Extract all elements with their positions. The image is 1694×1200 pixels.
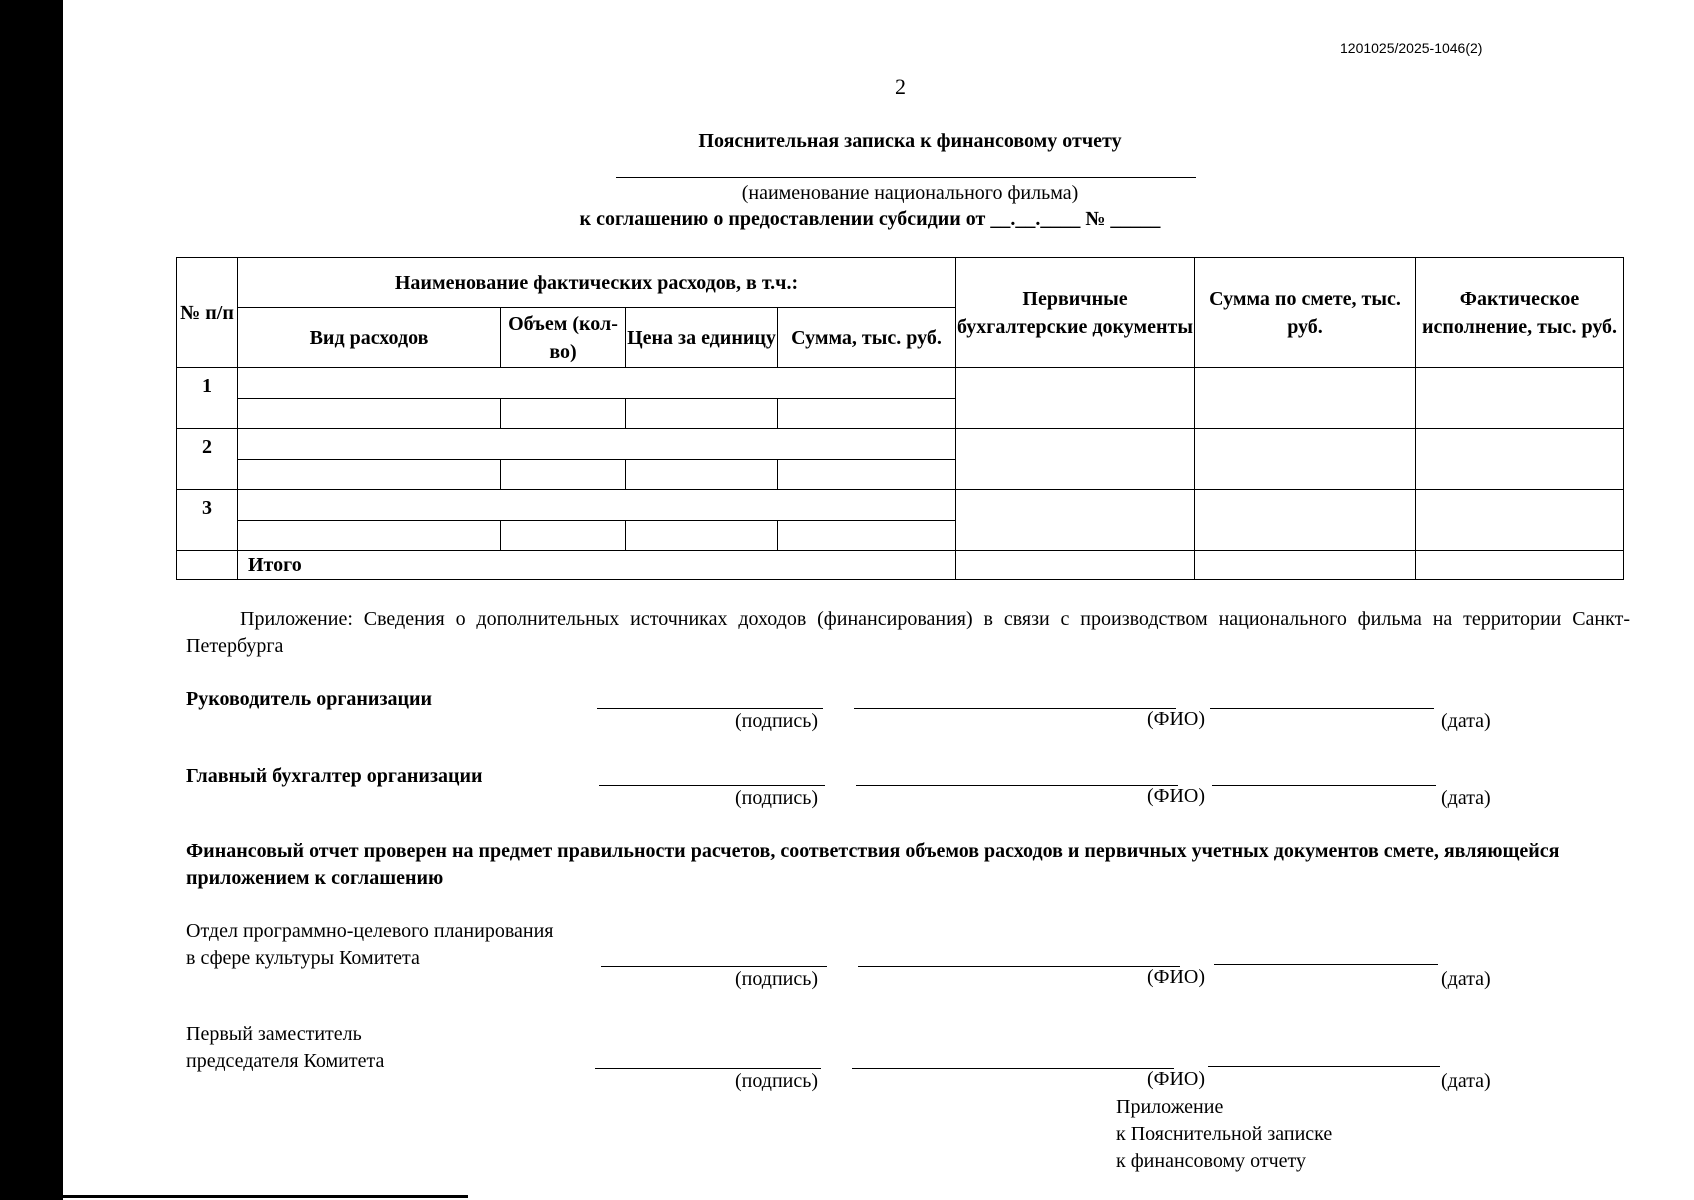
expense-type-cell[interactable] <box>238 399 501 429</box>
sum-cell[interactable] <box>778 521 956 551</box>
head-signature-line[interactable] <box>597 708 823 709</box>
total-label: Итого <box>238 551 956 580</box>
expenses-table <box>176 257 1624 580</box>
head-fio-caption: (ФИО) <box>1147 708 1206 730</box>
department-date-caption: (дата) <box>1441 968 1491 990</box>
accountant-fio-caption: (ФИО) <box>1147 785 1206 807</box>
expense-name-cell[interactable] <box>238 429 956 460</box>
primary-docs-cell[interactable] <box>956 490 1195 551</box>
department-signature-line[interactable] <box>601 966 827 967</box>
total-docs-cell[interactable] <box>956 551 1195 580</box>
volume-cell[interactable] <box>501 399 626 429</box>
primary-docs-cell[interactable] <box>956 368 1195 429</box>
accountant-label: Главный бухгалтер организации <box>186 765 483 787</box>
volume-cell[interactable] <box>501 460 626 490</box>
unit-price-cell[interactable] <box>626 521 778 551</box>
header-sum: Сумма, тыс. руб. <box>778 308 956 368</box>
total-estimate-cell[interactable] <box>1195 551 1416 580</box>
document-title: Пояснительная записка к финансовому отчету <box>698 130 1122 152</box>
appendix-note-line3: к финансовому отчету <box>1116 1150 1307 1172</box>
header-row-number: № п/п <box>177 258 238 368</box>
appendix-note <box>1116 1094 1332 1175</box>
unit-price-cell[interactable] <box>626 399 778 429</box>
header-volume: Объем (кол-во) <box>501 308 626 368</box>
header-unit-price: Цена за единицу <box>626 308 778 368</box>
actual-execution-cell[interactable] <box>1416 490 1624 551</box>
row-number: 3 <box>177 490 238 551</box>
sum-cell[interactable] <box>778 399 956 429</box>
row-number: 1 <box>177 368 238 429</box>
deputy-fio-caption: (ФИО) <box>1147 1068 1206 1090</box>
deputy-label-line2: председателя Комитета <box>186 1050 385 1072</box>
department-fio-caption: (ФИО) <box>1147 966 1206 988</box>
estimate-sum-cell[interactable] <box>1195 368 1416 429</box>
expense-type-cell[interactable] <box>238 521 501 551</box>
primary-docs-cell[interactable] <box>956 429 1195 490</box>
film-name-caption: (наименование национального фильма) <box>741 182 1079 204</box>
expense-type-cell[interactable] <box>238 460 501 490</box>
annex-text: Приложение: Сведения о дополнительных источниках доходов (финансирования) в связи с производством национального фильма на территории Санкт-Петербурга <box>186 608 1630 657</box>
department-label-line1: Отдел программно-целевого планирования <box>186 920 554 942</box>
head-fio-line[interactable] <box>854 708 1176 709</box>
row-number: 2 <box>177 429 238 490</box>
department-label <box>186 918 554 972</box>
document-id: 1201025/2025-1046(2) <box>1340 40 1483 56</box>
total-number-cell <box>177 551 238 580</box>
department-label-line2: в сфере культуры Комитета <box>186 947 420 969</box>
table-row <box>177 368 1624 399</box>
head-date-line[interactable] <box>1210 708 1434 709</box>
verification-text: Финансовый отчет проверен на предмет правильности расчетов, соответствия объемов расходов и первичных учетных документов смете, являющейся приложением к соглашению <box>186 840 1560 889</box>
estimate-sum-cell[interactable] <box>1195 429 1416 490</box>
deputy-label-line1: Первый заместитель <box>186 1023 362 1045</box>
appendix-note-line1: Приложение <box>1116 1096 1224 1118</box>
scan-bottom-edge <box>63 1195 468 1198</box>
header-estimate-sum: Сумма по смете, тыс. руб. <box>1195 258 1416 368</box>
accountant-fio-line[interactable] <box>856 785 1178 786</box>
table-row <box>177 429 1624 460</box>
appendix-note-line2: к Пояснительной записке <box>1116 1123 1333 1145</box>
deputy-fio-line[interactable] <box>852 1068 1174 1069</box>
header-expenses-group: Наименование фактических расходов, в т.ч.: <box>238 258 956 308</box>
film-name-line <box>616 177 1196 178</box>
accountant-date-line[interactable] <box>1212 785 1436 786</box>
header-expense-type: Вид расходов <box>238 308 501 368</box>
unit-price-cell[interactable] <box>626 460 778 490</box>
deputy-date-line[interactable] <box>1208 1066 1440 1067</box>
actual-execution-cell[interactable] <box>1416 429 1624 490</box>
page-number: 2 <box>895 74 906 99</box>
expense-name-cell[interactable] <box>238 490 956 521</box>
expense-name-cell[interactable] <box>238 368 956 399</box>
accountant-signature-line[interactable] <box>599 785 825 786</box>
deputy-label <box>186 1021 384 1075</box>
head-label: Руководитель организации <box>186 688 433 710</box>
head-signature-caption: (подпись) <box>735 710 819 732</box>
scan-black-edge <box>0 0 63 1200</box>
header-actual-execution: Фактическое исполнение, тыс. руб. <box>1416 258 1624 368</box>
table-row <box>177 490 1624 521</box>
actual-execution-cell[interactable] <box>1416 368 1624 429</box>
department-fio-line[interactable] <box>858 966 1180 967</box>
sum-cell[interactable] <box>778 460 956 490</box>
head-date-caption: (дата) <box>1441 710 1491 732</box>
volume-cell[interactable] <box>501 521 626 551</box>
accountant-date-caption: (дата) <box>1441 787 1491 809</box>
accountant-signature-caption: (подпись) <box>735 787 819 809</box>
total-row <box>177 551 1624 580</box>
deputy-signature-line[interactable] <box>595 1068 821 1069</box>
deputy-signature-caption: (подпись) <box>735 1070 819 1092</box>
header-primary-docs: Первичные бухгалтерские документы <box>956 258 1195 368</box>
estimate-sum-cell[interactable] <box>1195 490 1416 551</box>
agreement-line: к соглашению о предоставлении субсидии от __.__.____ № _____ <box>579 208 1161 230</box>
department-signature-caption: (подпись) <box>735 968 819 990</box>
department-date-line[interactable] <box>1214 964 1438 965</box>
deputy-date-caption: (дата) <box>1441 1070 1491 1092</box>
total-actual-cell[interactable] <box>1416 551 1624 580</box>
